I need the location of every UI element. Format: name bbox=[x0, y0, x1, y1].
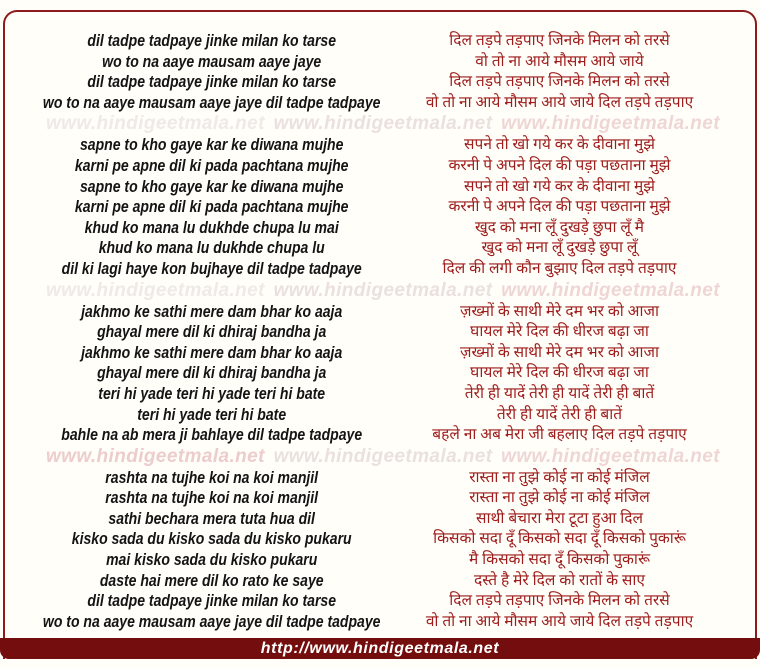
lyric-line-devanagari: दस्ते है मेरे दिल को रातों के साए bbox=[474, 571, 645, 589]
lyric-line-latin: ghayal mere dil ki dhiraj bandha ja bbox=[97, 323, 327, 342]
lyrics-section bbox=[6, 10, 754, 632]
stanza bbox=[6, 468, 754, 633]
footer-url[interactable]: http://www.hindigeetmala.net bbox=[260, 639, 500, 657]
lyric-line-devanagari: साथी बेचारा मेरा टूटा हुआ दिल bbox=[476, 509, 643, 527]
stanza-latin-column bbox=[37, 135, 387, 279]
watermark-text: www.hindigeetmala.net bbox=[46, 279, 265, 301]
lyric-line-devanagari: वो तो ना आये मौसम आये जाये bbox=[475, 52, 644, 70]
lyric-line-devanagari: घायल मेरे दिल की धीरज बढ़ा जा bbox=[470, 323, 649, 341]
lyric-line-latin: rashta na tujhe koi na koi manjil bbox=[105, 468, 319, 487]
lyric-line-devanagari: वो तो ना आये मौसम आये जाये दिल तड़पे तड़पाए bbox=[425, 612, 694, 630]
stanza bbox=[6, 31, 754, 113]
lyric-line-latin: dil tadpe tadpaye jinke milan ko tarse bbox=[87, 592, 337, 611]
stanza-latin-column bbox=[37, 31, 387, 113]
lyric-line-latin: ghayal mere dil ki dhiraj bandha ja bbox=[97, 364, 327, 383]
watermark-text: www.hindigeetmala.net bbox=[273, 445, 493, 467]
watermark-text: www.hindigeetmala.net bbox=[501, 279, 720, 301]
lyric-line-devanagari: वो तो ना आये मौसम आये जाये दिल तड़पे तड़पाए bbox=[425, 93, 694, 111]
lyric-line-devanagari: किसको सदा दूँ किसको सदा दूँ किसको पुकारूं bbox=[433, 530, 686, 548]
lyric-line-latin: teri hi yade teri hi yade teri hi bate bbox=[98, 384, 326, 403]
watermark-text: www.hindigeetmala.net bbox=[501, 445, 720, 467]
watermark-text: www.hindigeetmala.net bbox=[46, 113, 265, 135]
lyric-line-devanagari: सपने तो खो गये कर के दीवाना मुझे bbox=[464, 177, 655, 195]
lyric-line-latin: sapne to kho gaye kar ke diwana mujhe bbox=[79, 136, 344, 155]
lyric-line-latin: karni pe apne dil ki pada pachtana mujhe bbox=[74, 198, 349, 217]
watermark-text: www.hindigeetmala.net bbox=[46, 445, 265, 467]
stanza-latin-column bbox=[37, 468, 387, 633]
lyric-line-devanagari: दिल तड़पे तड़पाए जिनके मिलन को तरसे bbox=[449, 73, 670, 91]
lyric-line-devanagari: तेरी ही यादें तेरी ही यादें तेरी ही बातें bbox=[464, 384, 655, 402]
lyric-line-devanagari: दिल की लगी कौन बुझाए दिल तड़पे तड़पाए bbox=[442, 259, 677, 277]
lyric-line-devanagari: दिल तड़पे तड़पाए जिनके मिलन को तरसे bbox=[449, 32, 670, 49]
lyric-line-devanagari: सपने तो खो गये कर के दीवाना मुझे bbox=[464, 136, 655, 154]
lyric-line-latin: teri hi yade teri hi bate bbox=[137, 405, 287, 424]
stanza-devanagari-column bbox=[417, 302, 701, 446]
lyric-line-latin: jakhmo ke sathi mere dam bhar ko aaja bbox=[81, 302, 343, 321]
lyric-line-devanagari: खुद को मना लूँ दुखड़े छुपा लूँ bbox=[481, 239, 638, 257]
lyric-line-latin: daste hai mere dil ko rato ke saye bbox=[99, 571, 324, 590]
lyric-line-devanagari: रास्ता ना तुझे कोई ना कोई मंजिल bbox=[469, 468, 650, 486]
lyric-line-latin: dil tadpe tadpaye jinke milan ko tarse bbox=[87, 32, 337, 50]
lyric-line-latin: karni pe apne dil ki pada pachtana mujhe bbox=[74, 156, 349, 175]
lyric-line-latin: sathi bechara mera tuta hua dil bbox=[108, 509, 315, 528]
lyric-line-latin: jakhmo ke sathi mere dam bhar ko aaja bbox=[81, 343, 343, 362]
lyric-line-latin: rashta na tujhe koi na koi manjil bbox=[105, 489, 319, 508]
lyric-line-latin: khud ko mana lu dukhde chupa lu mai bbox=[84, 218, 339, 237]
lyric-line-devanagari: घायल मेरे दिल की धीरज बढ़ा जा bbox=[470, 364, 649, 382]
lyric-line-devanagari: खुद को मना लूँ दुखड़े छुपा लूँ मै bbox=[475, 218, 645, 236]
lyric-line-latin: wo to na aaye mausam aaye jaye dil tadpe tadpaye bbox=[42, 93, 381, 112]
watermark-row bbox=[6, 113, 754, 135]
lyric-line-latin: sapne to kho gaye kar ke diwana mujhe bbox=[79, 177, 344, 196]
lyric-line-devanagari: तेरी ही यादें तेरी ही बातें bbox=[496, 405, 623, 423]
stanza-devanagari-column bbox=[417, 135, 701, 279]
stanza bbox=[6, 302, 754, 446]
lyric-line-devanagari: दिल तड़पे तड़पाए जिनके मिलन को तरसे bbox=[449, 592, 670, 610]
lyric-line-latin: bahle na ab mera ji bahlaye dil tadpe tadpaye bbox=[61, 426, 363, 445]
stanza bbox=[6, 135, 754, 279]
lyric-line-devanagari: रास्ता ना तुझे कोई ना कोई मंजिल bbox=[469, 489, 650, 507]
lyric-line-devanagari: ज़ख्मों के साथी मेरे दम भर को आजा bbox=[459, 343, 660, 361]
footer-bar bbox=[0, 638, 760, 659]
lyric-line-latin: wo to na aaye mausam aaye jaye dil tadpe tadpaye bbox=[42, 612, 381, 631]
stanza-devanagari-column bbox=[417, 31, 701, 113]
lyric-line-latin: dil ki lagi haye kon bujhaye dil tadpe tadpaye bbox=[61, 259, 362, 278]
watermark-text: www.hindigeetmala.net bbox=[273, 113, 493, 135]
lyric-line-latin: mai kisko sada du kisko pukaru bbox=[106, 551, 318, 570]
lyric-line-devanagari: करनी पे अपने दिल की पड़ा पछताना मुझे bbox=[448, 156, 671, 174]
lyric-line-devanagari: मै किसको सदा दूँ किसको पुकारूं bbox=[469, 551, 650, 569]
watermark-text: www.hindigeetmala.net bbox=[273, 279, 493, 301]
lyric-line-devanagari: ज़ख्मों के साथी मेरे दम भर को आजा bbox=[459, 302, 660, 320]
lyric-line-latin: wo to na aaye mausam aaye jaye bbox=[102, 52, 322, 71]
stanza-devanagari-column bbox=[417, 468, 701, 633]
stanza-latin-column bbox=[37, 302, 387, 446]
lyric-line-latin: kisko sada du kisko sada du kisko pukaru bbox=[71, 530, 352, 549]
watermark-text: www.hindigeetmala.net bbox=[501, 113, 720, 135]
lyric-line-latin: khud ko mana lu dukhde chupa lu bbox=[98, 239, 325, 258]
lyric-line-latin: dil tadpe tadpaye jinke milan ko tarse bbox=[87, 73, 337, 92]
watermark-row bbox=[6, 280, 754, 302]
lyric-line-devanagari: बहले ना अब मेरा जी बहलाए दिल तड़पे तड़पाए bbox=[432, 426, 687, 444]
lyric-line-devanagari: करनी पे अपने दिल की पड़ा पछताना मुझे bbox=[448, 198, 671, 216]
watermark-row bbox=[6, 446, 754, 468]
